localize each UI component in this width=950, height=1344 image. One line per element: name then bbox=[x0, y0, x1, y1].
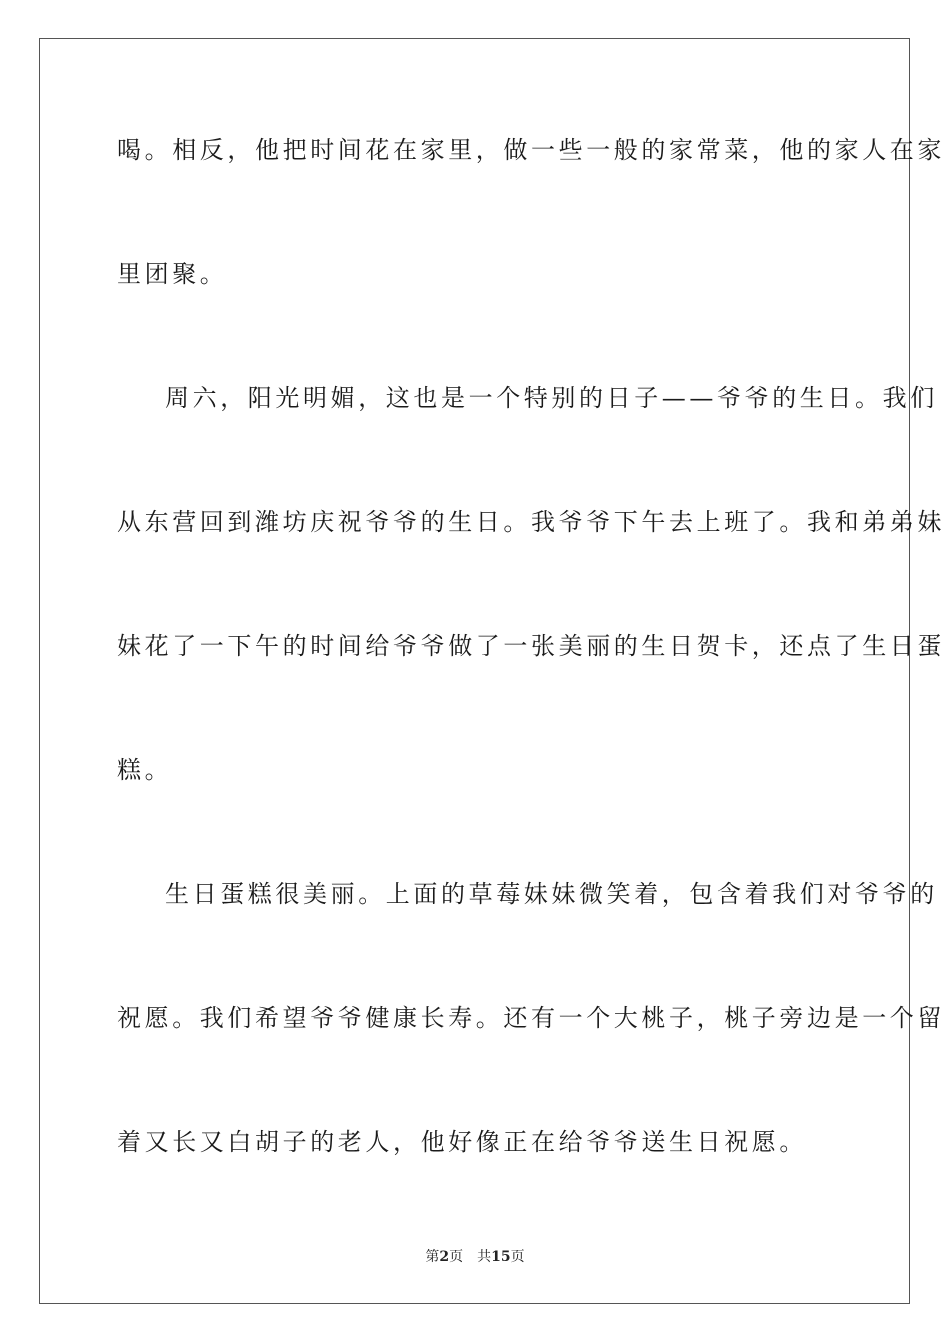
page-prefix: 第 bbox=[425, 1249, 440, 1265]
text-line-6: 糕。 bbox=[117, 756, 173, 784]
total-pages: 15 bbox=[491, 1249, 511, 1265]
total-suffix: 页 bbox=[510, 1249, 525, 1265]
total-prefix: 共 bbox=[477, 1249, 492, 1265]
page-suffix: 页 bbox=[449, 1249, 464, 1265]
text-line-8: 祝愿。我们希望爷爷健康长寿。还有一个大桃子，桃子旁边是一个留 bbox=[117, 1004, 945, 1032]
text-line-4: 从东营回到潍坊庆祝爷爷的生日。我爷爷下午去上班了。我和弟弟妹 bbox=[117, 508, 945, 536]
text-line-2: 里团聚。 bbox=[117, 260, 228, 288]
text-line-9: 着又长又白胡子的老人，他好像正在给爷爷送生日祝愿。 bbox=[117, 1128, 807, 1156]
text-line-5: 妹花了一下午的时间给爷爷做了一张美丽的生日贺卡，还点了生日蛋 bbox=[117, 632, 945, 660]
text-line-7: 生日蛋糕很美丽。上面的草莓妹妹微笑着，包含着我们对爷爷的 bbox=[165, 880, 938, 908]
page-border bbox=[39, 38, 910, 1304]
text-line-3: 周六，阳光明媚，这也是一个特别的日子——爷爷的生日。我们 bbox=[165, 384, 938, 412]
page-footer bbox=[0, 1248, 950, 1266]
page-number: 2 bbox=[439, 1249, 450, 1265]
text-line-1: 喝。相反，他把时间花在家里，做一些一般的家常菜，他的家人在家 bbox=[117, 136, 945, 164]
